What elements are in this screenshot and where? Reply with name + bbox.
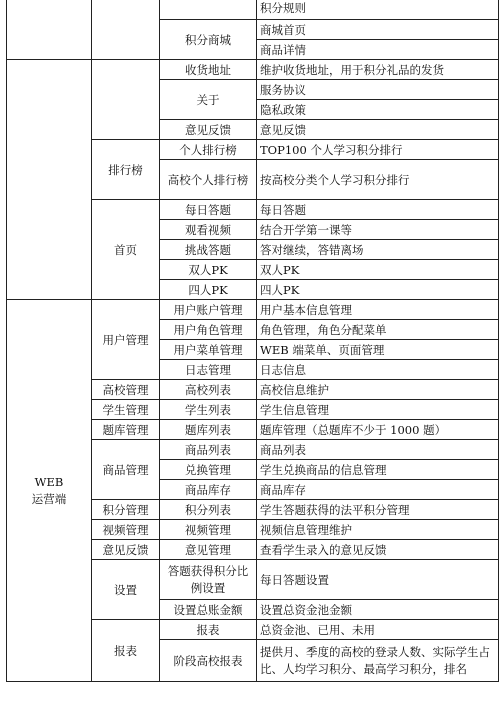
function-cell: 关于 <box>160 80 257 120</box>
description-cell: 角色管理，角色分配菜单 <box>257 320 499 340</box>
description-cell: 意见反馈 <box>257 120 499 140</box>
description-cell: 学生信息管理 <box>257 400 499 420</box>
function-cell: 积分列表 <box>160 500 257 520</box>
function-cell: 观看视频 <box>160 220 257 240</box>
module-cell: 视频管理 <box>92 520 160 540</box>
function-cell: 每日答题 <box>160 200 257 220</box>
function-cell: 积分商城 <box>160 20 257 60</box>
description-text: 提供月、季度的高校的登录人数、实际学生占比、人均学习积分、最高学习积分，排名 <box>260 644 490 676</box>
table-row <box>7 0 499 20</box>
function-cell <box>160 0 257 20</box>
description-cell: 双人PK <box>257 260 499 280</box>
function-cell: 设置总账金额 <box>160 600 257 620</box>
description-cell: 学生答题获得的法平积分管理 <box>257 500 499 520</box>
function-cell: 用户角色管理 <box>160 320 257 340</box>
function-cell: 商品列表 <box>160 440 257 460</box>
description-cell: 四人PK <box>257 280 499 300</box>
description-cell: 视频信息管理维护 <box>257 520 499 540</box>
module-cell: 学生管理 <box>92 400 160 420</box>
table-row <box>7 300 499 320</box>
table-row <box>7 60 499 80</box>
description-cell: 日志信息 <box>257 360 499 380</box>
module-cell: 意见反馈 <box>92 540 160 560</box>
description-cell: 每日答题设置 <box>257 560 499 600</box>
function-cell: 视频管理 <box>160 520 257 540</box>
module-cell <box>92 0 160 60</box>
module-cell: 题库管理 <box>92 420 160 440</box>
module-cell: 积分管理 <box>92 500 160 520</box>
function-cell: 个人排行榜 <box>160 140 257 160</box>
function-cell: 报表 <box>160 620 257 640</box>
description-cell: 查看学生录入的意见反馈 <box>257 540 499 560</box>
module-cell: 用户管理 <box>92 300 160 380</box>
section-cell <box>7 60 92 300</box>
module-cell: 排行榜 <box>92 140 160 200</box>
description-cell: 隐私政策 <box>257 100 499 120</box>
section-label: WEB 运营端 <box>31 474 67 506</box>
description-cell: 学生兑换商品的信息管理 <box>257 460 499 480</box>
function-cell: 日志管理 <box>160 360 257 380</box>
function-cell: 挑战答题 <box>160 240 257 260</box>
function-label: 高校个人排行榜 <box>167 172 249 187</box>
description-cell: 总资金池、已用、未用 <box>257 620 499 640</box>
function-cell: 题库列表 <box>160 420 257 440</box>
function-cell: 意见管理 <box>160 540 257 560</box>
description-cell: 高校信息维护 <box>257 380 499 400</box>
description-cell: 用户基本信息管理 <box>257 300 499 320</box>
description-cell: 商品详情 <box>257 40 499 60</box>
description-cell: 结合开学第一课等 <box>257 220 499 240</box>
function-label: 答题获得积分比例设置 <box>167 563 249 595</box>
function-cell: 用户菜单管理 <box>160 340 257 360</box>
function-cell: 用户账户管理 <box>160 300 257 320</box>
module-cell: 设置 <box>92 560 160 620</box>
description-cell: 每日答题 <box>257 200 499 220</box>
description-cell: 积分规则 <box>257 0 499 20</box>
function-cell: 收货地址 <box>160 60 257 80</box>
function-cell: 意见反馈 <box>160 120 257 140</box>
section-cell <box>7 0 92 60</box>
function-cell <box>160 560 257 600</box>
description-cell: 设置总资金池金额 <box>257 600 499 620</box>
function-cell: 兑换管理 <box>160 460 257 480</box>
description-cell: TOP100 个人学习积分排行 <box>257 140 499 160</box>
description-cell: 商城首页 <box>257 20 499 40</box>
description-cell: 商品列表 <box>257 440 499 460</box>
description-cell: 服务协议 <box>257 80 499 100</box>
module-cell <box>92 60 160 140</box>
function-cell: 双人PK <box>160 260 257 280</box>
description-cell: 维护收货地址，用于积分礼品的发货 <box>257 60 499 80</box>
description-cell <box>257 640 499 682</box>
module-cell: 首页 <box>92 200 160 300</box>
feature-spec-table <box>6 0 499 682</box>
description-cell: WEB 端菜单、页面管理 <box>257 340 499 360</box>
description-cell: 商品库存 <box>257 480 499 500</box>
function-cell: 商品库存 <box>160 480 257 500</box>
module-cell: 商品管理 <box>92 440 160 500</box>
function-cell: 学生列表 <box>160 400 257 420</box>
module-cell: 高校管理 <box>92 380 160 400</box>
section-cell <box>7 300 92 682</box>
function-cell <box>160 160 257 200</box>
description-cell: 按高校分类个人学习积分排行 <box>257 160 499 200</box>
description-cell: 题库管理（总题库不少于 1000 题） <box>257 420 499 440</box>
module-cell: 报表 <box>92 620 160 682</box>
function-cell: 阶段高校报表 <box>160 640 257 682</box>
description-cell: 答对继续，答错离场 <box>257 240 499 260</box>
function-cell: 高校列表 <box>160 380 257 400</box>
function-cell: 四人PK <box>160 280 257 300</box>
